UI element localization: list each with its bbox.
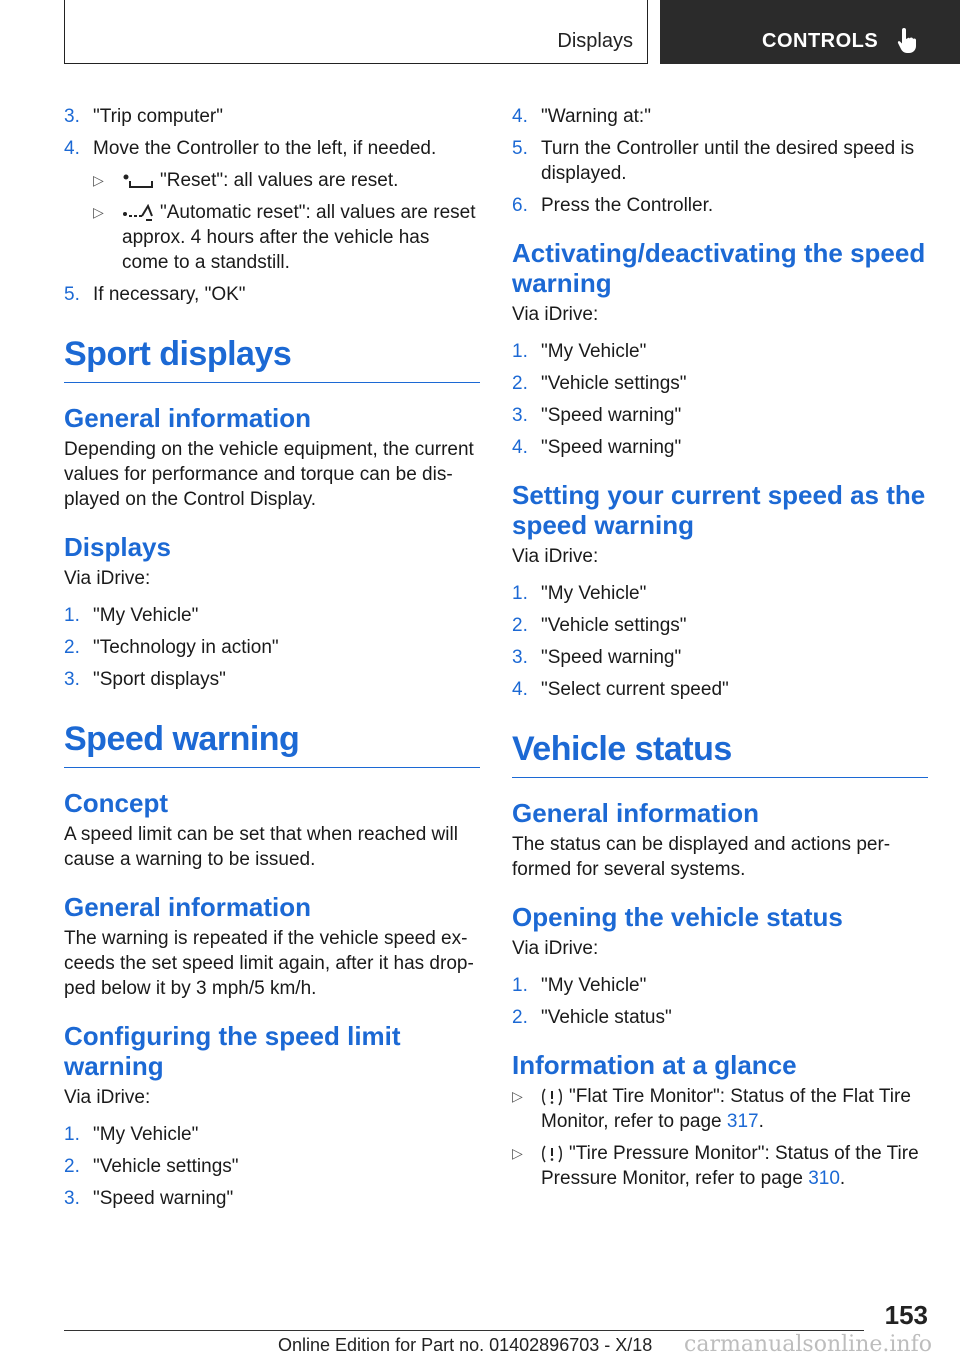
via-idrive-label: Via iDrive: — [64, 568, 151, 589]
subheading-setting-current-speed: Setting your current speed as the speed warning — [512, 480, 926, 540]
paragraph: A speed limit can be set that when reached will cause a warning to be issued. — [64, 824, 458, 870]
list-item: 3. "Speed warning" — [512, 647, 682, 668]
paragraph: Depending on the vehicle equipment, the current values for performance and torque can be dis-played on the Control Display. — [64, 439, 474, 510]
reset-icon — [122, 173, 154, 189]
list-item: 2. "Vehicle status" — [512, 1007, 672, 1028]
list-item: ▷ "Reset": all values are reset. — [93, 170, 399, 191]
header-chapter-tab — [660, 0, 960, 64]
subheading-general-information: General information — [64, 892, 312, 922]
sport-displays-steps — [64, 603, 480, 692]
list-item: 2. "Technology in action" — [64, 637, 279, 658]
page-reference-link[interactable]: 310 — [808, 1168, 840, 1189]
list-item: 4. "Warning at:" — [512, 106, 651, 127]
via-idrive-label: Via iDrive: — [64, 1087, 151, 1108]
via-idrive-label: Via iDrive: — [512, 938, 599, 959]
triangle-bullet-icon: ▷ — [93, 204, 104, 220]
page-reference-link[interactable]: 317 — [726, 1111, 759, 1132]
tire-warning-icon — [541, 1144, 563, 1164]
set-speed-steps — [512, 581, 928, 702]
list-item: 4. "Select current speed" — [512, 679, 729, 700]
paragraph: The warning is repeated if the vehicle speed ex-ceeds the set speed limit again, after it has drop-ped below it by 3 mph/5 km/h. — [64, 928, 474, 999]
list-item: 1. "My Vehicle" — [512, 341, 647, 362]
subheading-general-information: General information — [512, 798, 760, 828]
list-item: 2. "Vehicle settings" — [512, 373, 687, 394]
list-item: 1. "My Vehicle" — [512, 583, 647, 604]
list-item: ▷ "Flat Tire Monitor": Status of the Flat Tire Monitor, refer to page 317. — [512, 1086, 911, 1132]
section-heading-speed-warning: Speed warning — [64, 720, 480, 768]
vehicle-status-steps — [512, 973, 928, 1030]
section-heading-vehicle-status: Vehicle status — [512, 730, 928, 778]
section-heading-sport-displays: Sport displays — [64, 335, 480, 383]
via-idrive-label: Via iDrive: — [512, 304, 599, 325]
list-item: 6. Press the Controller. — [512, 195, 714, 216]
list-item: ▷ "Tire Pressure Monitor": Status of the Tire Pressure Monitor, refer to page 310. — [512, 1143, 919, 1189]
list-item: 4. Move the Controller to the left, if needed. — [64, 138, 437, 159]
footer-divider — [64, 1330, 864, 1331]
list-item: 1. "My Vehicle" — [512, 975, 647, 996]
via-idrive-label: Via iDrive: — [512, 546, 599, 567]
header-section-box — [64, 0, 648, 64]
subheading-configuring-speed-limit: Configuring the speed limit warning — [64, 1021, 401, 1081]
header-section-title: Displays — [557, 30, 633, 52]
hand-pointer-icon — [896, 26, 922, 54]
paragraph: The status can be displayed and actions per-formed for several systems. — [512, 834, 891, 880]
activate-steps — [512, 339, 928, 460]
list-item: 5. Turn the Controller until the desired speed is displayed. — [512, 138, 915, 184]
right-column — [512, 104, 928, 1198]
subheading-opening-vehicle-status: Opening the vehicle status — [512, 902, 843, 932]
subheading-displays: Displays — [64, 532, 171, 562]
header-chapter-title: CONTROLS — [762, 30, 879, 52]
list-item: 2. "Vehicle settings" — [512, 615, 687, 636]
reset-options-list — [93, 168, 480, 275]
tire-warning-icon — [541, 1087, 563, 1107]
triangle-bullet-icon: ▷ — [512, 1088, 523, 1104]
list-item: 3. "Speed warning" — [64, 1188, 234, 1209]
trip-steps-list — [64, 104, 480, 161]
edition-text: Online Edition for Part no. 01402896703 - X/18 — [278, 1335, 653, 1355]
triangle-bullet-icon: ▷ — [512, 1145, 523, 1161]
list-item: 2. "Vehicle settings" — [64, 1156, 239, 1177]
subheading-information-at-a-glance: Information at a glance — [512, 1050, 797, 1080]
list-item: 3. "Speed warning" — [512, 405, 682, 426]
list-item: 3. "Trip computer" — [64, 106, 223, 127]
list-item: ▷ "Automatic reset": all values are reset approx. 4 hours after the vehicle has come to a standstill. — [93, 202, 476, 273]
list-item: 1. "My Vehicle" — [64, 605, 199, 626]
list-item: 4. "Speed warning" — [512, 437, 682, 458]
config-steps — [64, 1122, 480, 1211]
watermark-text: carmanualsonline.info — [684, 1332, 932, 1357]
automatic-reset-icon — [122, 204, 154, 222]
warning-steps — [512, 104, 928, 218]
glance-list — [512, 1084, 928, 1191]
subheading-general-information: General information — [64, 403, 312, 433]
subheading-concept: Concept — [64, 788, 168, 818]
subheading-activating-speed-warning: Activating/deactivating the speed warning — [512, 238, 926, 298]
left-column — [64, 104, 480, 1218]
list-item: 3. "Sport displays" — [64, 669, 226, 690]
triangle-bullet-icon: ▷ — [93, 172, 104, 188]
list-item: 1. "My Vehicle" — [64, 1124, 199, 1145]
page-number: 153 — [884, 1300, 928, 1330]
list-item: 5. If necessary, "OK" — [64, 284, 246, 305]
